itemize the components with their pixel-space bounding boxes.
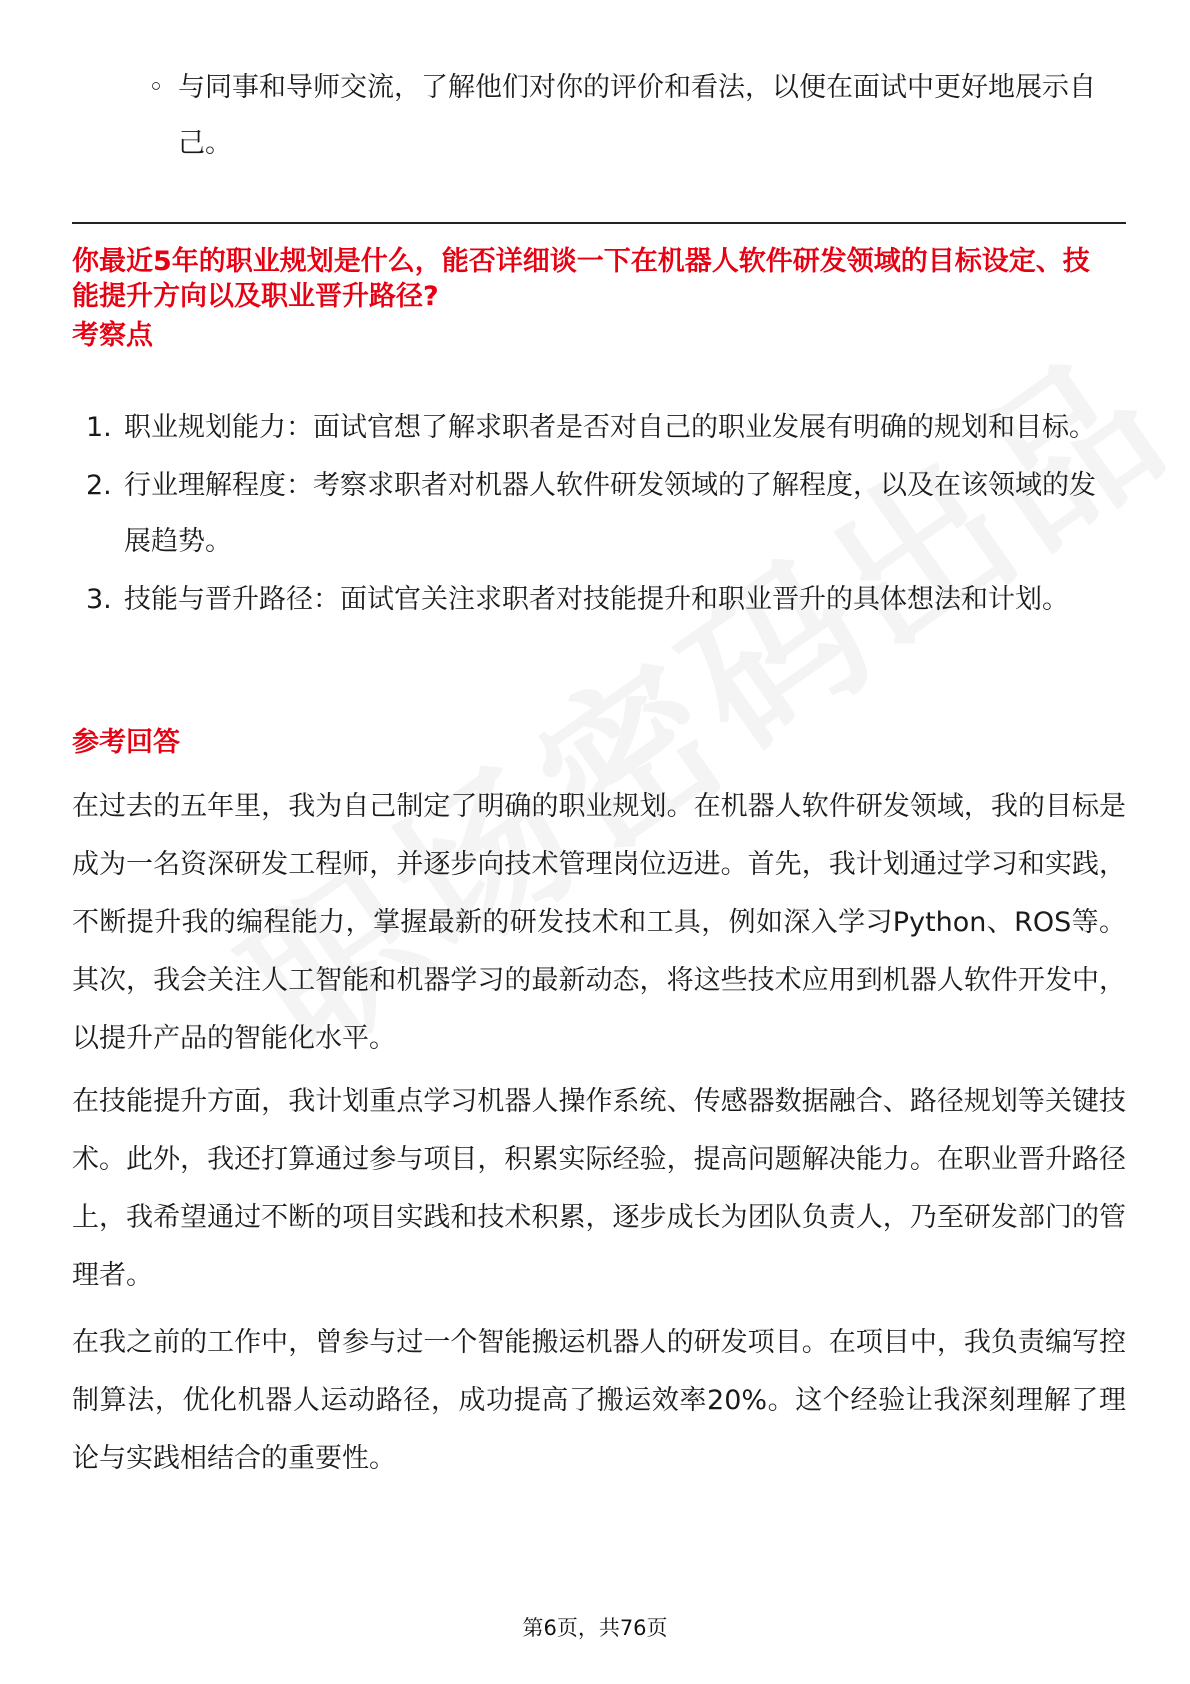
sub-bullet-text: 与同事和导师交流，了解他们对你的评价和看法，以便在面试中更好地展示自己。: [178, 72, 1096, 159]
item-text: 技能与晋升路径：面试官关注求职者对技能提升和职业晋升的具体想法和计划。: [124, 584, 1069, 615]
interview-question: 你最近5年的职业规划是什么，能否详细谈一下在机器人软件研发领域的目标设定、技能提升方向以及职业晋升路径?: [72, 246, 1090, 312]
item-text: 职业规划能力：面试官想了解求职者是否对自己的职业发展有明确的规划和目标。: [124, 412, 1096, 443]
section-divider: [72, 222, 1126, 224]
assessment-item: [72, 458, 1122, 570]
page-number: 第6页，共76页: [522, 1616, 668, 1640]
answer-paragraph: 在过去的五年里，我为自己制定了明确的职业规划。在机器人软件研发领域，我的目标是成为一名资深研发工程师，并逐步向技术管理岗位迈进。首先，我计划通过学习和实践，不断提升我的编程能力，掌握最新的研发技术和工具，例如深入学习Python、ROS等。其次，我会关注人工智能和机器学习的最新动态，将这些技术应用到机器人软件开发中，以提升产品的智能化水平。: [72, 791, 1126, 1054]
sub-bullet-item: [148, 60, 1108, 172]
assessment-heading: 考察点: [72, 320, 153, 351]
hollow-bullet-icon: ◦: [148, 72, 164, 103]
item-number: 1.: [86, 412, 112, 443]
answer-paragraph: 在技能提升方面，我计划重点学习机器人操作系统、传感器数据融合、路径规划等关键技术。此外，我还打算通过参与项目，积累实际经验，提高问题解决能力。在职业晋升路径上，我希望通过不断的项目实践和技术积累，逐步成长为团队负责人，乃至研发部门的管理者。: [72, 1086, 1126, 1291]
assessment-list: [72, 400, 1122, 630]
answer-paragraph: 在我之前的工作中，曾参与过一个智能搬运机器人的研发项目。在项目中，我负责编写控制算法，优化机器人运动路径，成功提高了搬运效率20%。这个经验让我深刻理解了理论与实践相结合的重要性。: [72, 1327, 1126, 1474]
item-number: 2.: [86, 470, 112, 501]
item-number: 3.: [86, 584, 112, 615]
item-text: 行业理解程度：考察求职者对机器人软件研发领域的了解程度，以及在该领域的发展趋势。: [124, 470, 1096, 557]
reference-answer-heading: 参考回答: [72, 727, 180, 758]
assessment-item: [72, 572, 1122, 628]
assessment-item: [72, 400, 1122, 456]
